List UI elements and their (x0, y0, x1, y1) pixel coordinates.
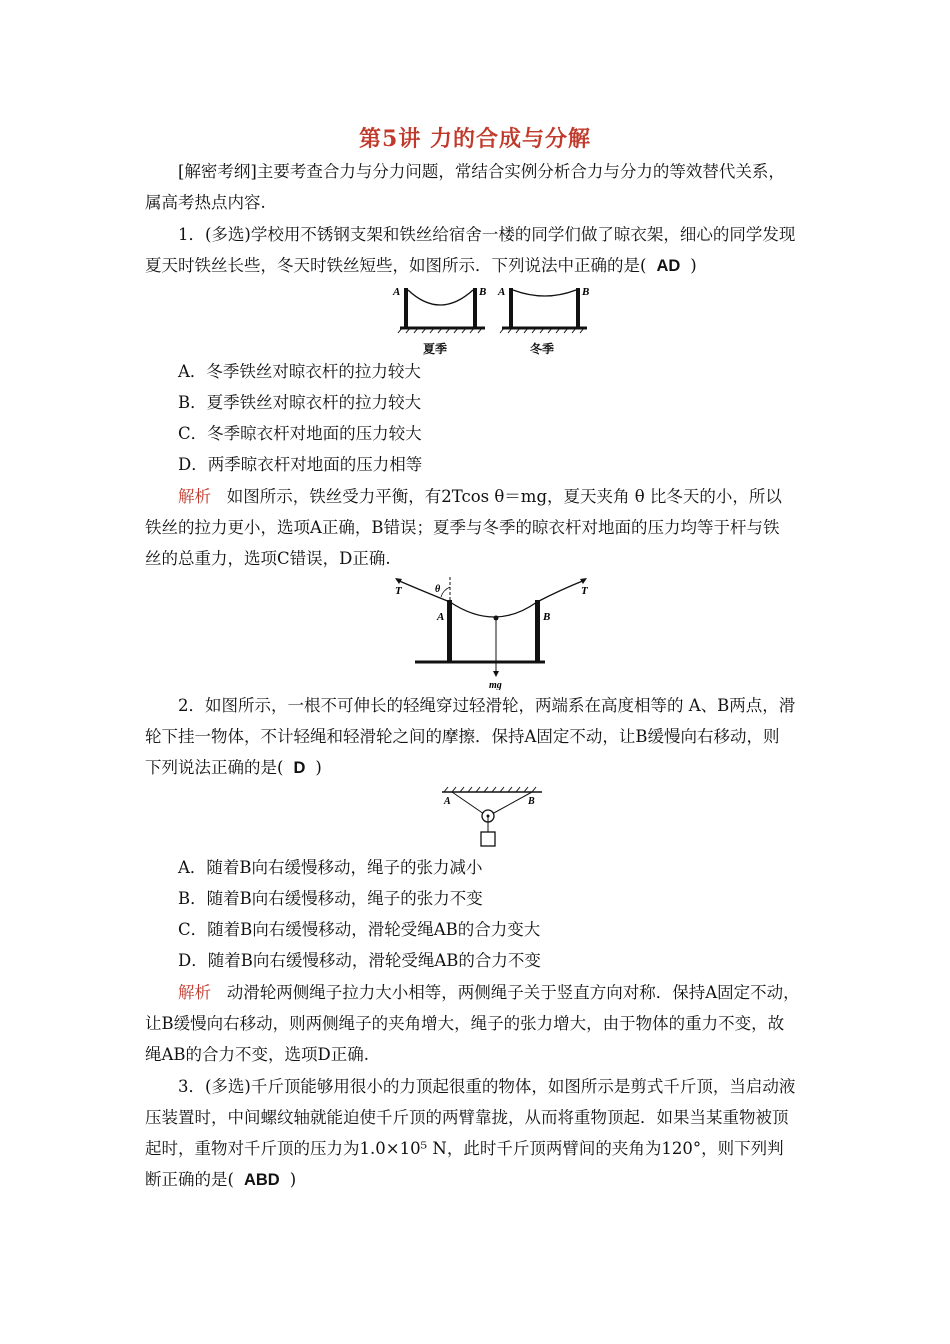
page-title: 第5讲 力的合成与分解 (359, 126, 591, 152)
sagging-wire (397, 580, 585, 617)
rope-right (492, 792, 532, 814)
summer-pole-a (404, 288, 408, 328)
theta-arc (441, 587, 450, 597)
q3-stem-line-4 (145, 1170, 810, 1190)
winter-label-a: A (498, 286, 506, 298)
q1-option-b: B．夏季铁丝对晾衣杆的拉力较大 (178, 393, 422, 412)
q2-option-c: C．随着B向右缓慢移动，滑轮受绳AB的合力变大 (178, 920, 541, 939)
theta-label: θ (435, 584, 441, 595)
summer-pole-b (473, 288, 477, 328)
summer-caption: 夏季 (423, 342, 448, 356)
winter-wire (513, 290, 576, 296)
tension-label-right: T (581, 585, 588, 597)
q1-analysis-label: 解析 (178, 487, 211, 506)
q1-analysis-text-1: 如图所示，铁丝受力平衡，有2Tcos θ＝mg，夏天夹角 θ 比冬天的小，所以 (226, 487, 782, 506)
q2-pulley-figure (438, 784, 548, 852)
q1-analysis-line-2: 铁丝的拉力更小，选项A正确，B错误；夏季与冬季的晾衣杆对地面的压力均等于杆与铁 (145, 518, 780, 537)
q3-stem-line-3: 起时，重物对千斤顶的压力为1.0×10⁵ N，此时千斤顶两臂间的夹角为120°，则下列判 (145, 1139, 784, 1158)
summer-label-a: A (393, 286, 401, 298)
q1-stem-text: 夏天时铁丝长些，冬天时铁丝短些，如图所示．下列说法中正确的是( (145, 256, 647, 275)
winter-label-b: B (582, 286, 590, 298)
q3-stem-line-1: 3．(多选)千斤顶能够用很小的力顶起很重的物体，如图所示是剪式千斤顶，当启动液 (178, 1077, 796, 1096)
q2-option-d: D．随着B向右缓慢移动，滑轮受绳AB的合力不变 (178, 951, 541, 970)
pulley-label-a: A (444, 796, 451, 807)
q2-stem-line-3 (145, 758, 810, 778)
q2-stem-text: 下列说法正确的是( (145, 758, 284, 777)
intro-line-2: 属高考热点内容. (145, 193, 266, 212)
q1-option-a: A．冬季铁丝对晾衣杆的拉力较大 (178, 362, 421, 381)
winter-pole-b (576, 288, 580, 328)
force-pole-a (447, 600, 452, 662)
q2-analysis-label: 解析 (178, 983, 211, 1002)
q1-force-diagram (385, 572, 605, 690)
q1-analysis-line-3: 丝的总重力，选项C错误，D正确. (145, 549, 391, 568)
force-label-a: A (437, 611, 445, 623)
gravity-arrowhead (493, 671, 499, 677)
q2-analysis-line-1 (178, 983, 810, 1003)
q2-option-b: B．随着B向右缓慢移动，绳子的张力不变 (178, 889, 483, 908)
summer-wire (408, 290, 473, 305)
hanging-block (481, 832, 495, 846)
q1-analysis-line-1 (178, 487, 810, 507)
q1-close-paren: ) (690, 256, 697, 275)
q1-option-d: D．两季晾衣杆对地面的压力相等 (178, 455, 423, 474)
pulley-label-b: B (528, 796, 535, 807)
summer-label-b: B (479, 286, 487, 298)
q2-stem-line-1: 2．如图所示，一根不可伸长的轻绳穿过轻滑轮，两端系在高度相等的 A、B两点，滑 (178, 696, 796, 715)
q1-clothesline-figure (390, 282, 600, 357)
q2-analysis-line-2: 让B缓慢向右移动，则两侧绳子的夹角增大，绳子的张力增大，由于物体的重力不变，故 (145, 1014, 785, 1033)
force-label-b: B (543, 611, 551, 623)
q1-stem-line-2 (145, 256, 810, 276)
q1-stem-line-1: 1．(多选)学校用不锈钢支架和铁丝给宿舍一楼的同学们做了晾衣架，细心的同学发现 (178, 225, 796, 244)
q2-option-a: A．随着B向右缓慢移动，绳子的张力减小 (178, 858, 483, 877)
q3-close-paren: ) (289, 1170, 297, 1189)
q2-analysis-line-3: 绳AB的合力不变，选项D正确. (145, 1045, 370, 1064)
q2-stem-line-2: 轮下挂一物体，不计轻绳和轻滑轮之间的摩擦．保持A固定不动，让B缓慢向右移动，则 (145, 727, 780, 746)
q1-option-c: C．冬季晾衣杆对地面的压力较大 (178, 424, 422, 443)
q2-analysis-text-1: 动滑轮两侧绳子拉力大小相等，两侧绳子关于竖直方向对称．保持A固定不动， (226, 983, 800, 1002)
q3-answer: ABD (243, 1171, 280, 1189)
gravity-label: mg (489, 680, 502, 690)
intro-line-1: [解密考纲]主要考查合力与分力问题，常结合实例分析合力与分力的等效替代关系， (178, 162, 785, 181)
tension-label-left: T (395, 585, 402, 597)
winter-pole-a (509, 288, 513, 328)
rope-left (452, 792, 484, 814)
force-pole-b (535, 600, 540, 662)
q2-answer: D (293, 759, 306, 777)
winter-caption: 冬季 (530, 342, 555, 356)
q2-close-paren: ) (315, 758, 322, 777)
q1-answer: AD (656, 257, 681, 275)
q3-stem-text: 断正确的是( (145, 1170, 234, 1189)
q3-stem-line-2: 压装置时，中间螺纹轴就能迫使千斤顶的两臂靠拢，从而将重物顶起．如果当某重物被顶 (145, 1108, 789, 1127)
